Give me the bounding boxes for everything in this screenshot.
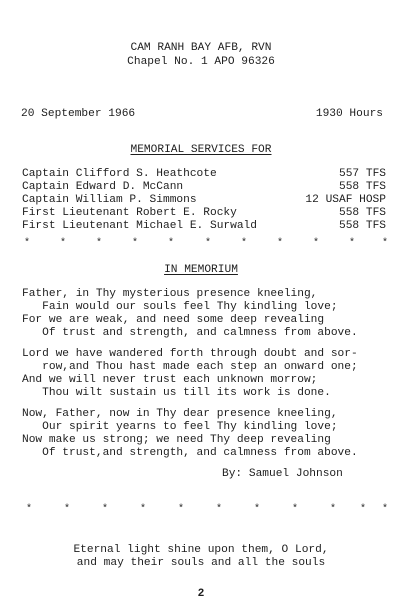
star-separator xyxy=(0,238,402,250)
poem-line: For we are weak, and need some deep revealing xyxy=(22,314,325,326)
poem-line: Fain would our souls feel Thy kindling love; xyxy=(22,301,338,313)
honoree-name: First Lieutenant Robert E. Rocky xyxy=(22,207,237,219)
honoree-name: Captain Clifford S. Heathcote xyxy=(22,168,217,180)
star-glyph: * xyxy=(132,238,139,249)
poem-line: And we will never trust each unknown morrow; xyxy=(22,374,318,386)
star-glyph: * xyxy=(64,504,71,515)
star-separator xyxy=(0,504,402,516)
poem-line: Of trust and strength, and calmness from above. xyxy=(22,327,358,339)
service-date: 20 September 1966 xyxy=(21,108,136,120)
honoree-row xyxy=(22,207,386,220)
star-glyph: * xyxy=(102,504,109,515)
star-glyph: * xyxy=(24,238,31,249)
honoree-name: First Lieutenant Michael E. Surwald xyxy=(22,220,257,232)
honoree-unit: 558 TFS xyxy=(339,207,386,219)
poem-line: Lord we have wandered forth through doubt and sor- xyxy=(22,348,358,360)
star-glyph: * xyxy=(178,504,185,515)
honoree-unit: 557 TFS xyxy=(339,168,386,180)
star-glyph: * xyxy=(330,504,337,515)
poem-line: Thou wilt sustain us till its work is done. xyxy=(22,387,331,399)
honoree-unit: 558 TFS xyxy=(339,181,386,193)
star-glyph: * xyxy=(382,238,389,249)
star-glyph: * xyxy=(26,504,33,515)
star-glyph: * xyxy=(254,504,261,515)
star-glyph: * xyxy=(168,238,175,249)
star-glyph: * xyxy=(382,504,389,515)
star-glyph: * xyxy=(60,238,67,249)
star-glyph: * xyxy=(241,238,248,249)
honoree-row xyxy=(22,168,386,181)
header-chapel: Chapel No. 1 APO 96326 xyxy=(127,56,275,68)
honoree-row xyxy=(22,194,386,207)
memorial-title: MEMORIAL SERVICES FOR xyxy=(130,144,272,156)
poem-attribution: By: Samuel Johnson xyxy=(222,468,343,480)
honoree-row xyxy=(22,220,386,233)
honoree-row xyxy=(22,181,386,194)
star-glyph: * xyxy=(140,504,147,515)
star-glyph: * xyxy=(277,238,284,249)
star-glyph: * xyxy=(360,504,367,515)
poem-line: Father, in Thy mysterious presence kneeling, xyxy=(22,288,318,300)
poem-line: Our spirit yearns to feel Thy kindling love; xyxy=(22,421,338,433)
poem-line: Now, Father, now in Thy dear presence kneeling, xyxy=(22,408,338,420)
service-time: 1930 Hours xyxy=(315,108,383,120)
closing-line: Eternal light shine upon them, O Lord, xyxy=(73,544,329,556)
star-glyph: * xyxy=(292,504,299,515)
honoree-unit: 558 TFS xyxy=(339,220,386,232)
page-number: 2 xyxy=(197,588,205,600)
star-glyph: * xyxy=(205,238,212,249)
poem-line: row,and Thou hast made each step an onward one; xyxy=(22,361,358,373)
poem-line: Of trust,and strength, and calmness from above. xyxy=(22,447,358,459)
closing-line: and may their souls and all the souls xyxy=(76,557,326,569)
star-glyph: * xyxy=(216,504,223,515)
header-location: CAM RANH BAY AFB, RVN xyxy=(130,42,272,54)
honoree-name: Captain William P. Simmons xyxy=(22,194,197,206)
star-glyph: * xyxy=(96,238,103,249)
star-glyph: * xyxy=(349,238,356,249)
honoree-unit: 12 USAF HOSP xyxy=(305,194,386,206)
poem-line: Now make us strong; we need Thy deep revealing xyxy=(22,434,331,446)
poem-title: IN MEMORIUM xyxy=(164,264,238,276)
honoree-name: Captain Edward D. McCann xyxy=(22,181,184,193)
star-glyph: * xyxy=(313,238,320,249)
